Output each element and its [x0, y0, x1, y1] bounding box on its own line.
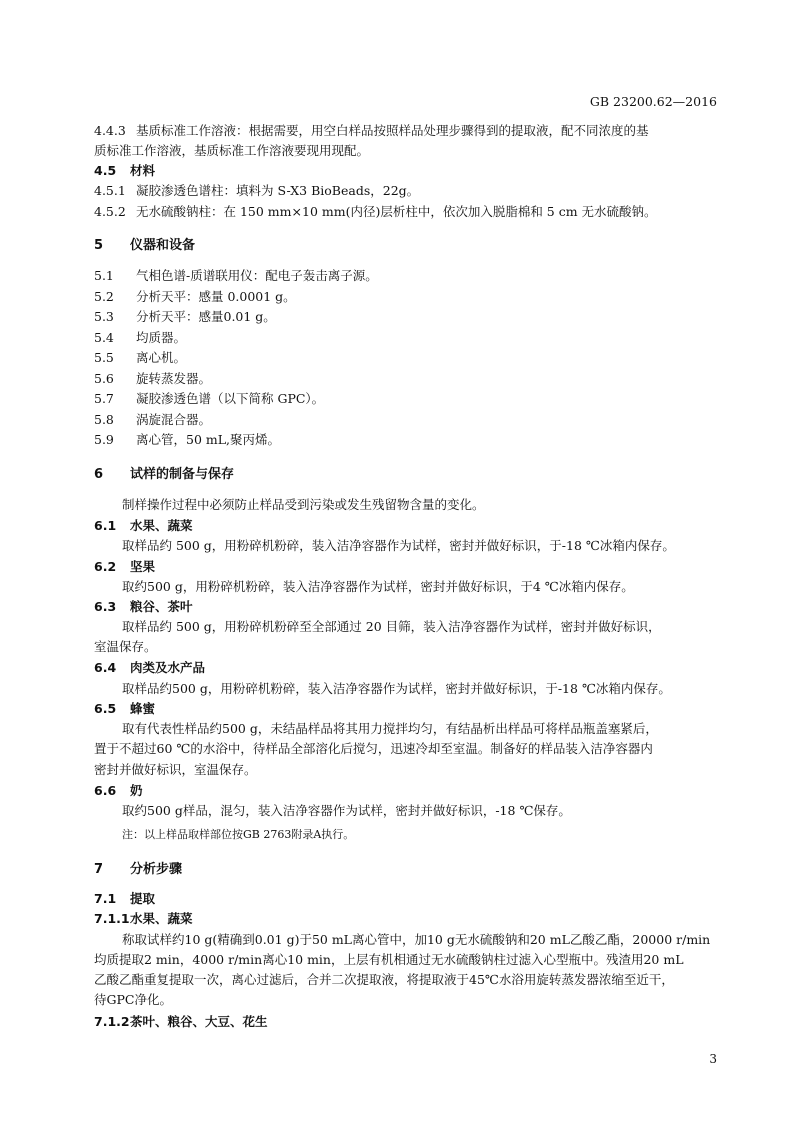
paragraph-line [94, 141, 369, 159]
section-heading [94, 463, 234, 482]
line-text: 均质器。 [136, 330, 187, 345]
line-text: 取约500 g，用粉碎机粉碎，装入洁净容器作为试样，密封并做好标识，于4 ℃冰箱内保存。 [122, 579, 634, 594]
line-text: 取样品约 500 g，用粉碎机粉碎至全部通过 20 目筛，装入洁净容器作为试样，密封并做好标识， [122, 619, 661, 634]
line-text: 称取试样约10 g(精确到0.01 g)于50 mL离心管中，加10 g无水硫酸钠和20 mL乙酸乙酯，20000 r/min [122, 932, 711, 947]
clause-number: 4.5.1 [94, 183, 126, 198]
line-text: 取约500 g样品，混匀，装入洁净容器作为试样，密封并做好标识，-18 ℃保存。 [122, 803, 571, 818]
clause-number: 4.5.2 [94, 204, 126, 219]
line-text: 坚果 [130, 559, 156, 574]
line-text: 注：以上样品取样部位按GB 2763附录A执行。 [122, 828, 355, 841]
paragraph-line [122, 617, 661, 635]
line-text: 提取 [130, 891, 156, 906]
paragraph-line [122, 801, 571, 819]
page-number: 3 [709, 1052, 717, 1066]
subsection-heading [94, 161, 155, 179]
clause-line [94, 430, 280, 448]
clause-number: 6.6 [94, 783, 117, 798]
line-text: 试样的制备与保存 [130, 467, 235, 482]
line-text: 肉类及水产品 [130, 660, 206, 675]
standard-number: GB 23200.62—2016 [589, 94, 717, 109]
line-text: 取样品约500 g，用粉碎机粉碎，装入洁净容器作为试样，密封并做好标识，于-18 ℃冰箱内保存。 [122, 681, 671, 696]
subsection-heading [94, 781, 143, 799]
clause-number: 6.5 [94, 701, 117, 716]
line-text: 质标准工作溶液，基质标准工作溶液要现用现配。 [94, 143, 370, 158]
line-text: 涡旋混合器。 [136, 412, 212, 427]
line-text: 凝胶渗透色谱柱：填料为 S-X3 BioBeads，22g。 [136, 183, 420, 198]
clause-line [94, 121, 649, 139]
line-text: 水果、蔬菜 [130, 518, 193, 533]
line-text: 水果、蔬菜 [130, 911, 193, 926]
paragraph-line [94, 760, 257, 778]
clause-number: 5.5 [94, 350, 114, 365]
clause-number: 6.4 [94, 660, 117, 675]
clause-number: 7.1.2 [94, 1014, 130, 1029]
paragraph-line [122, 577, 634, 595]
subsection-heading [94, 699, 155, 717]
line-text: 分析步骤 [130, 862, 183, 877]
clause-number: 5.6 [94, 371, 114, 386]
clause-number: 6.3 [94, 599, 117, 614]
section-heading [94, 858, 182, 877]
line-text: 置于不超过60 ℃的水浴中，待样品全部溶化后搅匀，迅速冷却至室温。制备好的样品装入洁净容器内 [94, 741, 653, 756]
line-text: 奶 [130, 783, 143, 798]
line-text: 仪器和设备 [130, 238, 196, 253]
clause-line [94, 348, 186, 366]
clause-number: 7.1.1 [94, 911, 130, 926]
line-text: 离心机。 [136, 350, 187, 365]
clause-number: 6.1 [94, 518, 117, 533]
line-text: 乙酸乙酯重复提取一次，离心过滤后，合并二次提取液，将提取液于45℃水浴用旋转蒸发器浓缩至近干， [94, 972, 674, 987]
paragraph-line [94, 739, 653, 757]
clause-line [94, 389, 324, 407]
line-text: 无水硫酸钠柱：在 150 mm×10 mm(内径)层析柱中，依次加入脱脂棉和 5 cm 无水硫酸钠。 [136, 204, 657, 219]
line-text: 凝胶渗透色谱（以下简称 GPC）。 [136, 391, 325, 406]
subsection-heading [94, 909, 193, 927]
clause-line [94, 181, 419, 199]
line-text: 室温保存。 [94, 639, 157, 654]
clause-number: 4.5 [94, 163, 117, 178]
subsection-heading [94, 889, 155, 907]
line-text: 取有代表性样品约500 g，未结晶样品将其用力搅拌均匀，有结晶析出样品可将样品瓶盖塞紧后， [122, 721, 658, 736]
subsection-heading [94, 516, 193, 534]
clause-number: 6.2 [94, 559, 117, 574]
clause-line [94, 202, 657, 220]
line-text: 分析天平：感量0.01 g。 [136, 309, 276, 324]
line-text: 离心管，50 mL,聚丙烯。 [136, 432, 281, 447]
paragraph-line [122, 719, 658, 737]
line-text: 气相色谱-质谱联用仪：配电子轰击离子源。 [136, 268, 378, 283]
line-text: 制样操作过程中必须防止样品受到污染或发生残留物含量的变化。 [122, 497, 485, 512]
clause-line [94, 266, 378, 284]
paragraph-line [94, 990, 172, 1008]
clause-number: 4.4.3 [94, 123, 126, 138]
clause-number: 6 [94, 467, 104, 482]
clause-number: 5.3 [94, 309, 114, 324]
subsection-heading [94, 658, 205, 676]
clause-number: 5.1 [94, 268, 114, 283]
note-text [122, 826, 354, 842]
paragraph-line [94, 950, 684, 968]
clause-number: 5.7 [94, 391, 114, 406]
clause-line [94, 328, 186, 346]
line-text: 基质标准工作溶液：根据需要，用空白样品按照样品处理步骤得到的提取液，配不同浓度的基 [136, 123, 649, 138]
clause-number: 5.4 [94, 330, 114, 345]
section-heading [94, 234, 195, 253]
paragraph-line [122, 536, 675, 554]
line-text: 密封并做好标识，室温保存。 [94, 762, 257, 777]
clause-number: 5.8 [94, 412, 114, 427]
clause-line [94, 307, 276, 325]
line-text: 分析天平：感量 0.0001 g。 [136, 289, 296, 304]
line-text: 材料 [130, 163, 156, 178]
clause-line [94, 287, 296, 305]
clause-number: 7.1 [94, 891, 117, 906]
clause-number: 5.9 [94, 432, 114, 447]
paragraph-line [94, 970, 674, 988]
line-text: 旋转蒸发器。 [136, 371, 212, 386]
line-text: 茶叶、粮谷、大豆、花生 [130, 1014, 268, 1029]
clause-number: 5.2 [94, 289, 114, 304]
clause-number: 7 [94, 862, 104, 877]
subsection-heading [94, 557, 155, 575]
line-text: 蜂蜜 [130, 701, 156, 716]
clause-line [94, 369, 211, 387]
line-text: 取样品约 500 g，用粉碎机粉碎，装入洁净容器作为试样，密封并做好标识，于-18 ℃冰箱内保存。 [122, 538, 675, 553]
paragraph-line [122, 495, 485, 513]
line-text: 均质提取2 min，4000 r/min离心10 min，上层有机相通过无水硫酸钠柱过滤入心型瓶中。残渣用20 mL [94, 952, 684, 967]
line-text: 粮谷、茶叶 [130, 599, 193, 614]
line-text: 待GPC净化。 [94, 992, 172, 1007]
paragraph-line [122, 679, 671, 697]
clause-line [94, 410, 211, 428]
paragraph-line [122, 930, 710, 948]
paragraph-line [94, 637, 157, 655]
clause-number: 5 [94, 238, 104, 253]
subsection-heading [94, 597, 193, 615]
subsection-heading [94, 1012, 268, 1030]
